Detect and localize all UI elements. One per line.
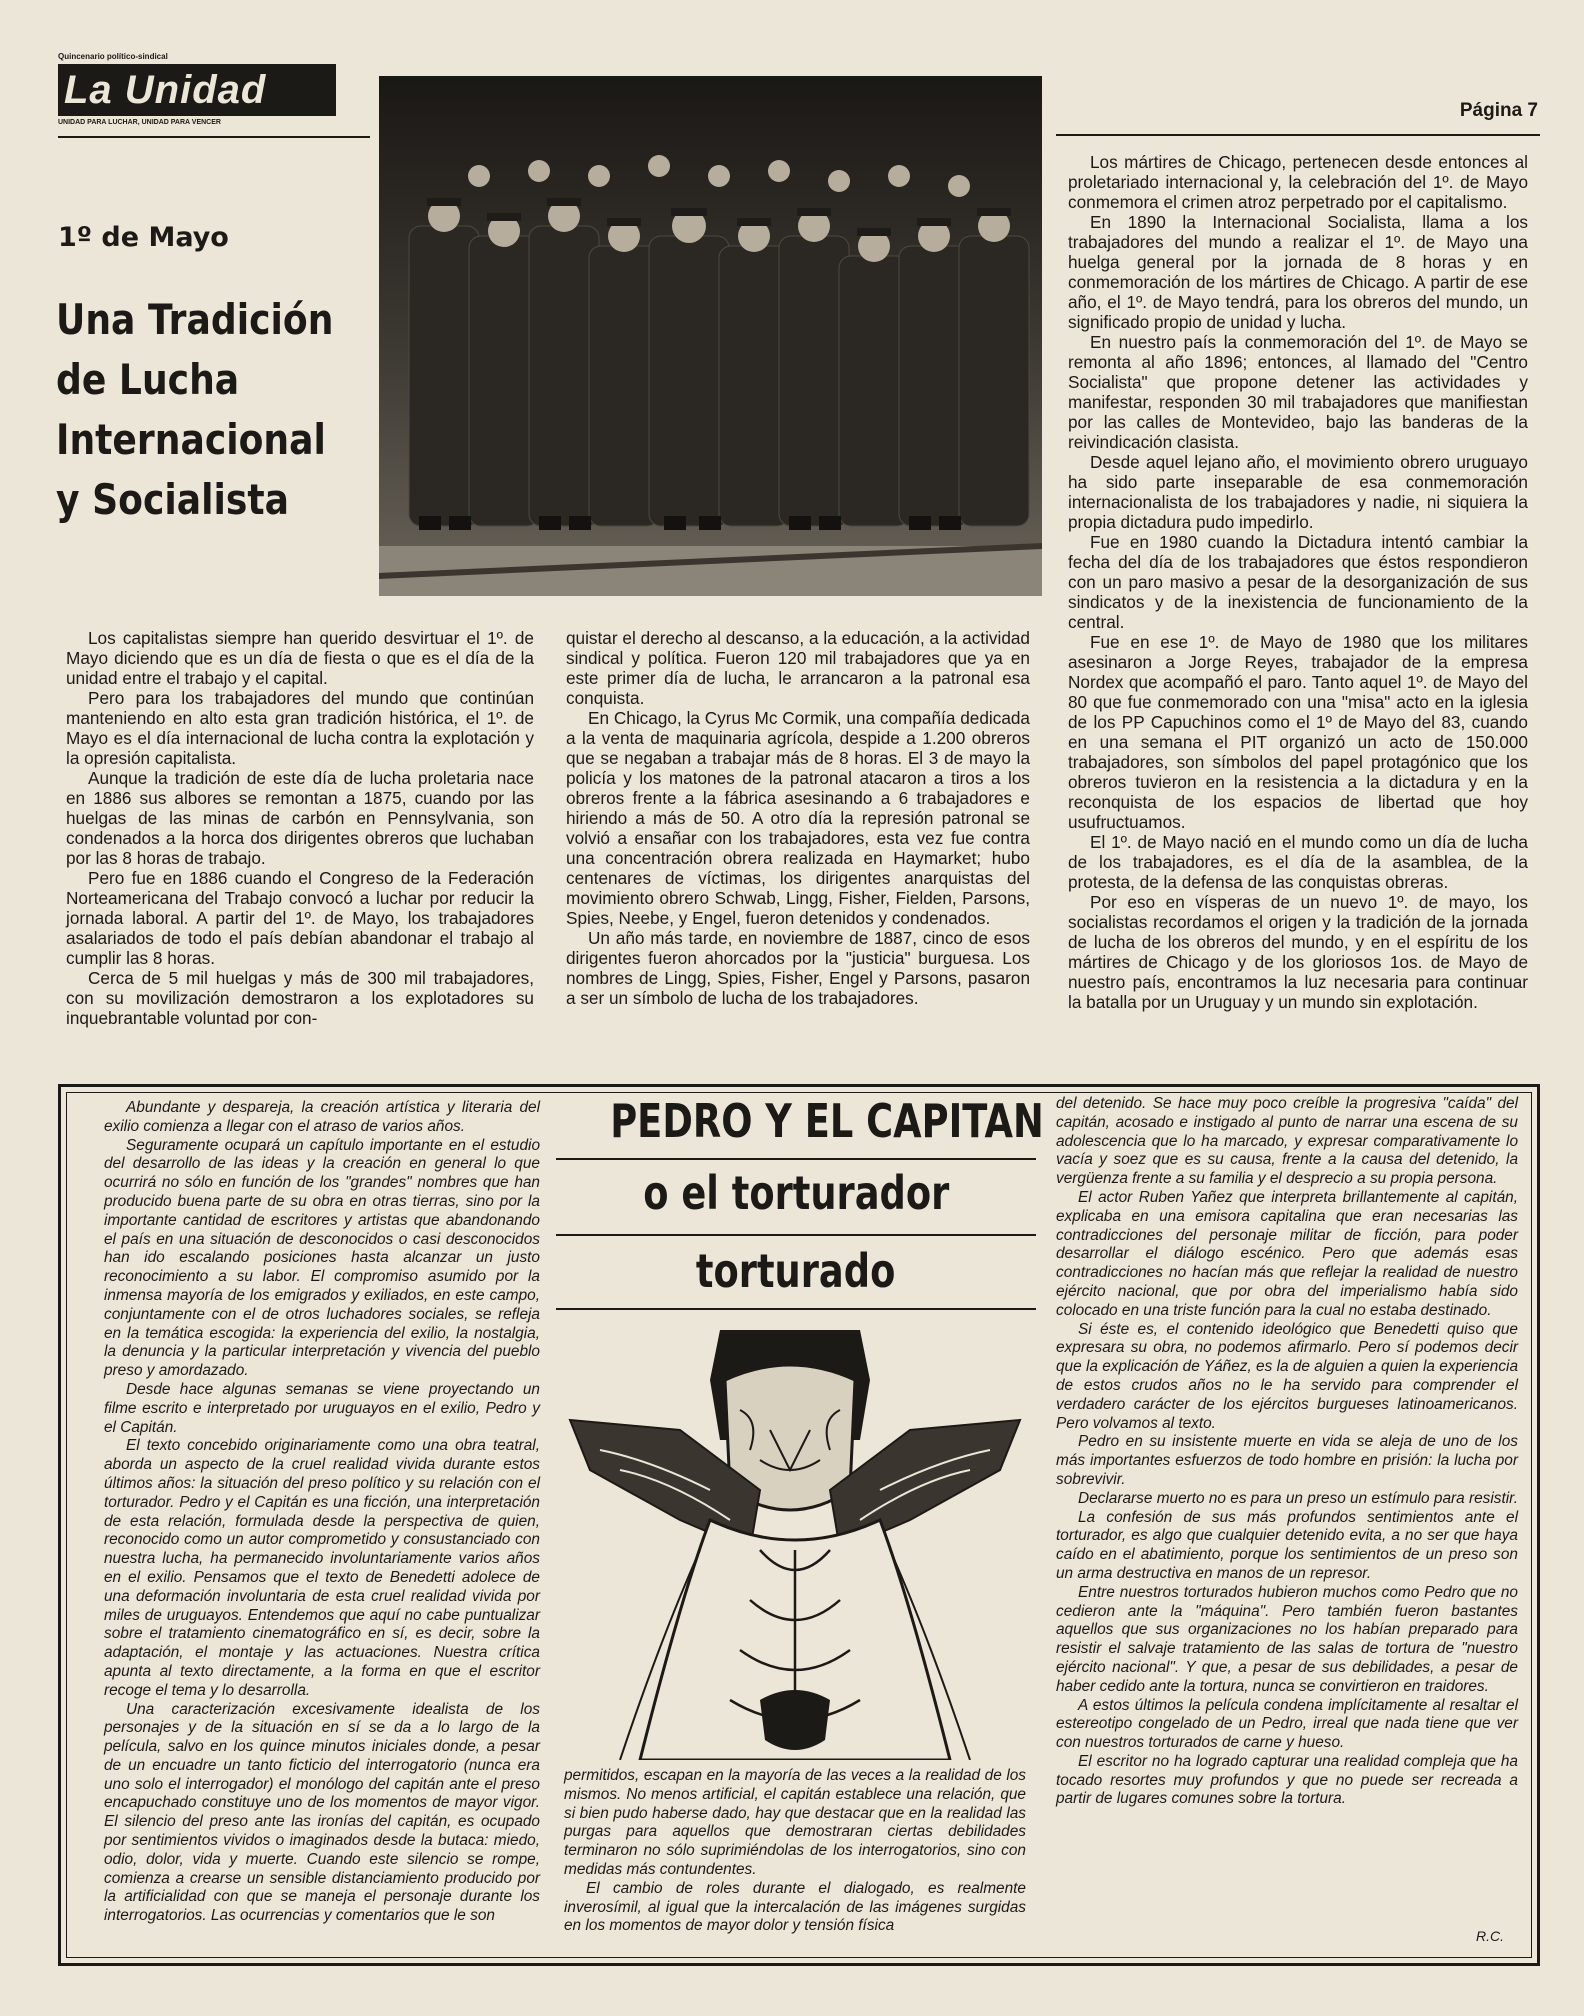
- review-title: [556, 1094, 1044, 1148]
- headline-line: de Lucha: [56, 355, 240, 404]
- review-column-2: [564, 1767, 1026, 1936]
- page-rule: [1056, 134, 1540, 136]
- paragraph: En nuestro país la conmemoración del 1º. de Mayo se remonta al año 1896; entonces, al llamado del "Centro Socialista" que propone detener las actividades y manifestar, responden 30 mil trabajadores que manifiestan por las calles de Montevideo, bajo las banderas de la reivindicación clasista.: [1068, 332, 1528, 452]
- paragraph: Un año más tarde, en noviembre de 1887, cinco de esos dirigentes fueron ahorcados por la "justicia" burguesa. Los nombres de Lingg, Spies, Fisher, Engel y Parsons, pasaron a ser un símbolo de lucha de los trabajadores.: [566, 928, 1030, 1008]
- article-column-2: [566, 628, 1030, 1008]
- paragraph: El 1º. de Mayo nació en el mundo como un día de lucha de los trabajadores, es el día de la asamblea, de la protesta, de la defensa de las conquistas obreras.: [1068, 832, 1528, 892]
- paragraph: Pero para los trabajadores del mundo que continúan manteniendo en alto esta gran tradición histórica, el 1º. de Mayo es el día internacional de lucha contra la explotación y la opresión capitalista.: [66, 688, 534, 768]
- paragraph: El escritor no ha logrado capturar una realidad compleja que ha tocado resortes muy profundos y que no puede ser recreada a partir de lugares comunes sobre la tortura.: [1056, 1752, 1518, 1808]
- title-rule: [556, 1308, 1036, 1310]
- paragraph: Una caracterización excesivamente idealista de los personajes y de la situación en sí se da a lo largo de la película, salvo en los quince minutos iniciales donde, a pesar de un encuadre un tanto ficticio del interrogatorio (nunca era uno solo el interrogador) el monólogo del capitán ante el preso encapuchado constituye uno de los momentos de mayor vigor. El silencio del preso ante las ironías del capitán, es ocupado por sentimientos vividos o imaginados desde la butaca: miedo, odio, dolor, vida y muerte. Cuando este silencio se rompe, comienza a crearse un sensible distanciamiento producido por la artificialidad con que se maneja el personaje durante los interrogatorios. Las ocurrencias y comentarios que le son: [104, 1700, 540, 1925]
- article-kicker: 1º de Mayo: [58, 222, 229, 253]
- title-rule: [556, 1234, 1036, 1236]
- review-title-line: PEDRO Y EL CAPITAN: [610, 1094, 1044, 1148]
- paragraph: El texto concebido originariamente como una obra teatral, aborda un aspecto de la cruel realidad vivida durante estos últimos años: la situación del preso político y su relación con el torturador. Pedro y el Capitán es una ficción, una interpretación de esta relación, formulada desde la perspectiva de quien, reconocido como un autor comprometido y consustanciado con nuestra lucha, ha permanecido involuntariamente varios años en el exilio. Pensamos que el texto de Benedetti adolece de una deformación involuntaria de esta cruel realidad vivida por miles de uruguayos. Entendemos que aquí no cabe puntualizar sobre el tratamiento cinematográfico en sí, es decir, sobre la adaptación, el montaje y las actuaciones. Nuestra crítica apunta al texto directamente, a la forma en que el escritor recoge el tema y lo desarrolla.: [104, 1437, 540, 1699]
- review-title-line: torturado: [696, 1244, 896, 1298]
- paragraph: Cerca de 5 mil huelgas y más de 300 mil trabajadores, con su movilización demostraron a los explotadores su inquebrantable voluntad por con-: [66, 968, 534, 1028]
- paragraph: Fue en 1980 cuando la Dictadura intentó cambiar la fecha del día de los trabajadores que éstos respondieron con un paro masivo a pesar de la desorganización de sus sindicatos y de la inexistencia de funcionamiento de la central.: [1068, 532, 1528, 632]
- paragraph: Seguramente ocupará un capítulo importante en el estudio del desarrollo de las ideas y la creación en general lo que ocurrirá no sólo en función de los "grandes" nombres que han producido buena parte de su obra en otras tierras, sino por la importante cantidad de escritores y artistas que abandonando el país en una situación de desconocidos o casi desconocidos han ido escalando posiciones hasta alcanzar un justo reconocimiento a su labor. El compromiso asumido por la inmensa mayoría de los emigrados y exiliados, en este campo, conjuntamente con el de otros luchadores sociales, se refleja en la temática escogida: la experiencia del exilio, la nostalgia, la denuncia y la particular interpretación y vivencia del pueblo preso y amordazado.: [104, 1136, 540, 1380]
- paragraph: Desde hace algunas semanas se viene proyectando un filme escrito e interpretado por uruguayos en el exilio, Pedro y el Capitán.: [104, 1380, 540, 1436]
- paragraph: del detenido. Se hace muy poco creíble la progresiva "caída" del capitán, acosado e instigado al punto de narrar una escena de su adolescencia que lo ha marcado, y expresar comparativamente lo vacía y soez que es su causa, frente a la causa del detenido, la vergüenza frente a su familia y el desprecio a su propia persona.: [1056, 1095, 1518, 1188]
- paragraph: Los mártires de Chicago, pertenecen desde entonces al proletariado internacional y, la celebración del 1º. de Mayo conmemora el crimen atroz perpetrado por el capitalismo.: [1068, 152, 1528, 212]
- article-column-1: [66, 628, 534, 1028]
- review-subtitle: [556, 1166, 1036, 1220]
- review-title-line: o el torturador: [642, 1166, 950, 1220]
- child-workers-photo: [379, 76, 1042, 596]
- masthead-logo: La Unidad: [58, 64, 336, 116]
- review-subtitle-2: [556, 1244, 1036, 1298]
- headline-line: Internacional: [56, 415, 326, 464]
- paragraph: Pero fue en 1886 cuando el Congreso de la Federación Norteamericana del Trabajo convocó a luchar por reducir la jornada laboral. A partir del 1º. de Mayo, los trabajadores asalariados de todo el país debían abandonar el trabajo al cumplir las 8 horas.: [66, 868, 534, 968]
- paragraph: Desde aquel lejano año, el movimiento obrero uruguayo ha sido parte inseparable de esa conmemoración internacionalista de los trabajadores y nadie, ni siquiera la propia dictadura pudo impedirlo.: [1068, 452, 1528, 532]
- paragraph: Si éste es, el contenido ideológico que Benedetti quiso que expresara su obra, no podemos afirmarlo. Pero sí podemos decir que la explicación de Yáñez, es la de alguien a quien la experiencia de estos crudos años no le ha servido para comprender el verdadero carácter de los ejércitos burgueses latinoamericanos. Pero volvamos al texto.: [1056, 1320, 1518, 1432]
- headline-line: Una Tradición: [56, 295, 334, 344]
- masthead-top-label: Quincenario político-sindical: [58, 52, 168, 61]
- title-rule: [556, 1158, 1036, 1160]
- paragraph: El actor Ruben Yañez que interpreta brillantemente al capitán, explicaba en una emisora capitalina que eran necesarias las contradicciones del personaje militar de ficción, para poder desarrollar el diálogo escénico. Pero que además esas contradicciones no hacían más que reflejar la realidad de nuestro ejército nacional, que por obra del imperialismo había sido colocado en una triste función para la cual no estaba destinado.: [1056, 1188, 1518, 1319]
- paragraph: El cambio de roles durante el dialogado, es realmente inverosímil, al igual que la intercalación de las imágenes surgidas en los momentos de mayor dolor y tensión física: [564, 1879, 1026, 1935]
- paragraph: Entre nuestros torturados hubieron muchos como Pedro que no cedieron ante la "máquina". Pero también fueron bastantes aquellos que sus organizaciones no los habían preparado para resistir el salvaje tratamiento de las salas de tortura de "nuestro ejército nacional". Y que, a pesar de sus debilidades, a pesar de haber cedido ante la tortura, nunca se convirtieron en traidores.: [1056, 1583, 1518, 1695]
- paragraph: Por eso en vísperas de un nuevo 1º. de mayo, los socialistas recordamos el origen y la tradición de la jornada de lucha de los obreros del mundo, y en el espíritu de los mártires de Chicago y de los gloriosos 1os. de Mayo de nuestro país, encontramos la luz necesaria para continuar la batalla por un Uruguay y un mundo sin explotación.: [1068, 892, 1528, 1012]
- paragraph: Los capitalistas siempre han querido desvirtuar el 1º. de Mayo diciendo que es un día de fiesta o que es el día de la unidad entre el trabajo y el capital.: [66, 628, 534, 688]
- paragraph: En 1890 la Internacional Socialista, llama a los trabajadores del mundo a realizar el 1º. de Mayo una huelga general por la jornada de 8 horas y en conmemoración de los mártires de Chicago. A partir de ese año, el 1º. de Mayo tendrá, para los obreros del mundo, un significado propio de unidad y lucha.: [1068, 212, 1528, 332]
- paragraph: permitidos, escapan en la mayoría de las veces a la realidad de los mismos. No menos artificial, el capitán establece una relación, que si bien pudo haberse dado, hay que destacar que en la realidad las purgas para aquellos que demostraran ciertas debilidades terminaron no sólo suprimiéndolas de los interrogatorios, sino con medidas más contundentes.: [564, 1767, 1026, 1878]
- article-column-3: [1068, 152, 1528, 1012]
- masthead: [58, 52, 336, 134]
- paragraph: Pedro en su insistente muerte en vida se aleja de uno de los más importantes esfuerzos de todo hombre en prisión: la lucha por sobrevivir.: [1056, 1433, 1518, 1488]
- review-column-3: [1056, 1095, 1518, 1809]
- paragraph: quistar el derecho al descanso, a la educación, a la actividad sindical y política. Fueron 120 mil trabajadores que ya en este primer día de lucha, le arrancaron a la patronal esa conquista.: [566, 628, 1030, 708]
- paragraph: Fue en ese 1º. de Mayo de 1980 que los militares asesinaron a Jorge Reyes, trabajador de la empresa Nordex que acompañó el paro. Tanto aquel 1º. de Mayo del 80 que fue conmemorado con una "misa" acto en la iglesia de los PP Capuchinos como el 1º de Mayo del 83, cuando en una semana el PIT organizó un acto de 150.000 trabajadores, son símbolos del papel protagónico que los obreros tuvieron en la resistencia a la dictadura y en la reconquista de los espacios de libertad que hoy usufructuamos.: [1068, 632, 1528, 832]
- page-number: Página 7: [1459, 100, 1538, 121]
- article-headline: [56, 290, 356, 530]
- tortured-figure-illustration: [560, 1320, 1030, 1760]
- masthead-slogan: UNIDAD PARA LUCHAR, UNIDAD PARA VENCER: [58, 119, 221, 126]
- paragraph: A estos últimos la película condena implícitamente al resaltar el estereotipo congelado de un Pedro, irreal que nada tiene que ver con nuestros torturados de carne y hueso.: [1056, 1696, 1518, 1752]
- paragraph: La confesión de sus más profundos sentimientos ante el torturador, es algo que cualquier detenido evita, a no ser que haya caído en el abatimiento, porque los sentimientos de un preso son un arma destructiva en manos de un represor.: [1056, 1508, 1518, 1582]
- paragraph: En Chicago, la Cyrus Mc Cormik, una compañía dedicada a la venta de maquinaria agrícola, despide a 1.200 obreros que se negaban a trabajar más de 8 horas. El 3 de mayo la policía y los matones de la patronal atacaron a tiros a los obreros frente a la fábrica asesinando a 6 trabajadores e hiriendo a más de 50. A otro día la represión patronal se volvió a ensañar con los trabajadores, esta vez fue contra una concentración obrera realizada en Haymarket; hubo centenares de víctimas, los dirigentes anarquistas del movimiento obrero Schwab, Lingg, Fisher, Fielden, Parsons, Spies, Neebe, y Engel, fueron detenidos y condenados.: [566, 708, 1030, 928]
- masthead-rule: [58, 136, 370, 138]
- review-signature: R.C.: [1476, 1928, 1504, 1944]
- review-column-1: [104, 1099, 540, 1926]
- paragraph: Abundante y despareja, la creación artística y literaria del exilio comienza a llegar con el atraso de varios años.: [104, 1099, 540, 1135]
- paragraph: Aunque la tradición de este día de lucha proletaria nace en 1886 sus albores se remontan a 1875, cuando por las huelgas de las minas de carbón en Pennsylvania, son condenados a la horca dos dirigentes obreros que luchaban por las 8 horas de trabajo.: [66, 768, 534, 868]
- paragraph: Declararse muerto no es para un preso un estímulo para resistir.: [1078, 1489, 1518, 1507]
- headline-line: y Socialista: [56, 475, 290, 524]
